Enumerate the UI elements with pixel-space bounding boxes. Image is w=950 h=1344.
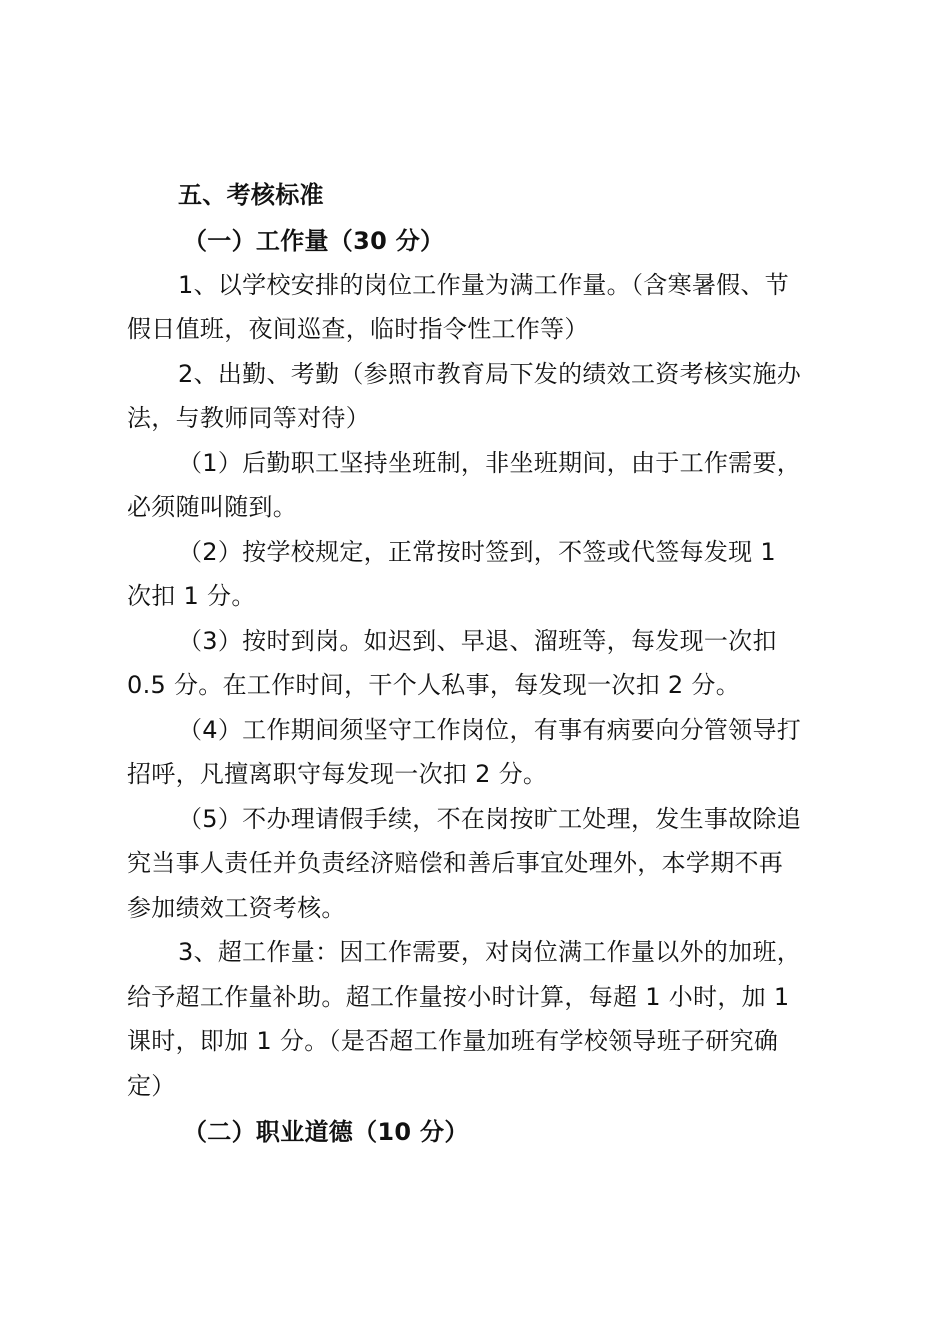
paragraph-line: （1）后勤职工坚持坐班制，非坐班期间，由于工作需要， <box>178 449 802 477</box>
paragraph-line: 定） <box>127 1072 176 1100</box>
paragraph-line: 招呼，凡擅离职守每发现一次扣 2 分。 <box>127 760 548 788</box>
paragraph-line: 次扣 1 分。 <box>127 582 256 610</box>
paragraph-line: 0.5 分。在工作时间，干个人私事，每发现一次扣 2 分。 <box>127 671 741 699</box>
paragraph-line: 3、超工作量：因工作需要，对岗位满工作量以外的加班， <box>178 938 802 966</box>
paragraph-line: （4）工作期间须坚守工作岗位，有事有病要向分管领导打 <box>178 716 802 744</box>
paragraph-line: 必须随叫随到。 <box>127 493 298 521</box>
paragraph-line: （2）按学校规定，正常按时签到，不签或代签每发现 1 <box>178 538 776 566</box>
paragraph-line: 1、以学校安排的岗位工作量为满工作量。（含寒暑假、节 <box>178 271 790 299</box>
paragraph-line: 法，与教师同等对待） <box>127 404 370 432</box>
paragraph-line: 2、出勤、考勤（参照市教育局下发的绩效工资考核实施办 <box>178 360 802 388</box>
paragraph-line: 课时，即加 1 分。（是否超工作量加班有学校领导班子研究确 <box>127 1027 779 1055</box>
subsection-title-workload: （一）工作量（30 分） <box>183 227 445 255</box>
paragraph-line: 究当事人责任并负责经济赔偿和善后事宜处理外，本学期不再 <box>127 849 784 877</box>
section-title: 五、考核标准 <box>178 181 324 209</box>
subsection-title-ethics: （二）职业道德（10 分） <box>183 1118 469 1146</box>
paragraph-line: 参加绩效工资考核。 <box>127 894 346 922</box>
paragraph-line: （3）按时到岗。如迟到、早退、溜班等，每发现一次扣 <box>178 627 777 655</box>
paragraph-line: 给予超工作量补助。超工作量按小时计算，每超 1 小时，加 1 <box>127 983 790 1011</box>
paragraph-line: （5）不办理请假手续，不在岗按旷工处理，发生事故除追 <box>178 805 802 833</box>
paragraph-line: 假日值班，夜间巡查，临时指令性工作等） <box>127 315 589 343</box>
